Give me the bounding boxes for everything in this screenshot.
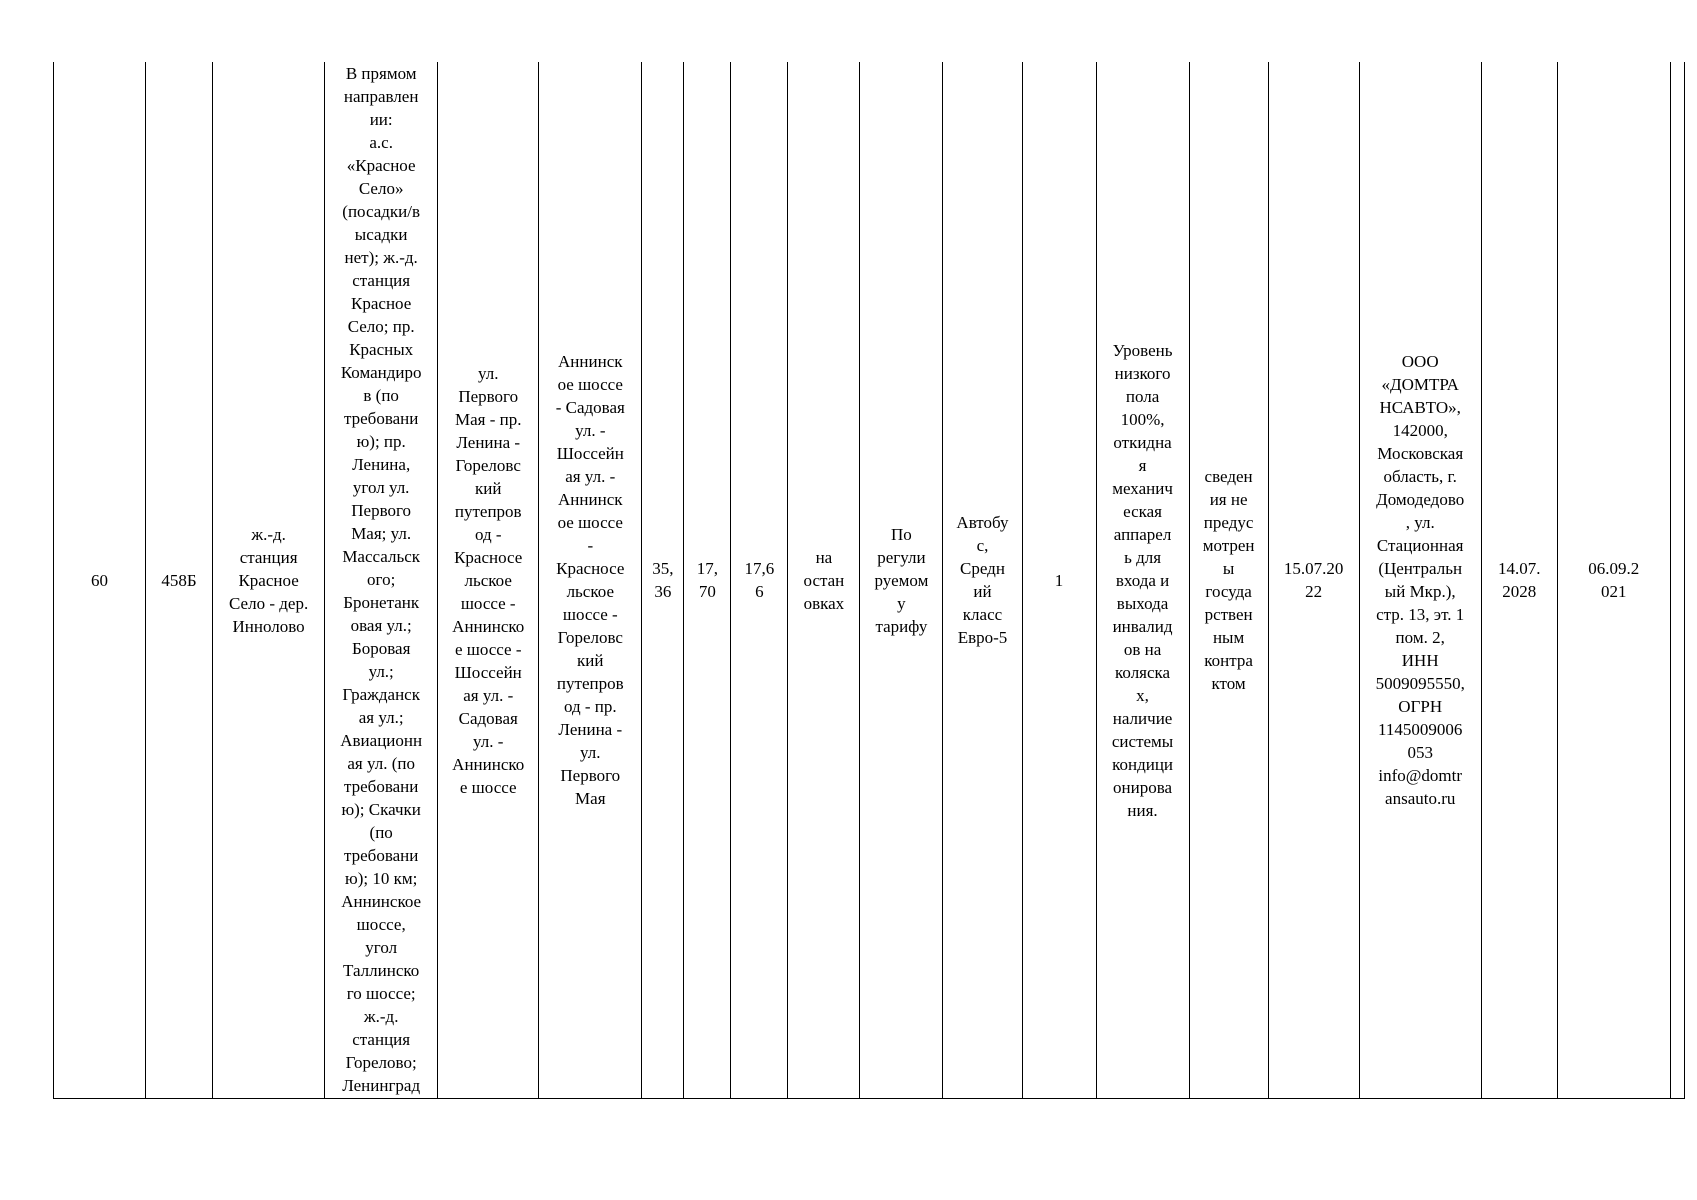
vehicle-count: 1	[1054, 570, 1064, 590]
length-forward-cell	[642, 62, 684, 1099]
tariff-cell	[860, 62, 943, 1099]
streets-forward: ул. Первого Мая - пр. Ленина - Гореловс кий путепров од - Красносе льское шоссе - Аннинско е шоссе - Шоссейн ая ул. - Садовая ул. - Аннинско е шоссе	[452, 363, 525, 797]
change-date: 06.09.2 021	[1588, 559, 1640, 601]
length-backward: 17, 70	[696, 559, 718, 601]
length-third-cell	[731, 62, 788, 1099]
vehicle: Автобу с, Средн ий класс Евро-5	[956, 513, 1009, 647]
streets-backward-cell	[539, 62, 642, 1099]
route-name: ж.-д. станция Красное Село - дер. Иннолово	[229, 524, 309, 636]
change-date-cell	[1557, 62, 1670, 1099]
carrier: ООО «ДОМТРА НСАВТО», 142000, Московская область, г. Домодедово , ул. Стационная (Центральн ый Мкр.), стр. 13, эт. 1 пом. 2, ИНН 5009095550, ОГРН 1145009006 053 info@domtr ansauto.ru	[1375, 352, 1465, 808]
contract-info: сведен ия не предус мотрен ы госуда рствен ным контра ктом	[1202, 467, 1255, 693]
length-backward-cell	[684, 62, 731, 1099]
vehicle-features: Уровень низкого пола 100%, откидна я механич еская аппарел ь для входа и выхода инвалид ов на коляска х, наличие системы кондици онирова ния.	[1111, 340, 1174, 820]
table-row	[54, 62, 1685, 1099]
stop-order-cell	[788, 62, 860, 1099]
streets-backward: Аннинск ое шоссе - Садовая ул. - Шоссейн ая ул. - Аннинск ое шоссе - Красносе льское шоссе - Гореловс кий путепров од - пр. Ленина - ул. Первого Мая	[555, 352, 625, 808]
reg-number-cell	[54, 62, 146, 1099]
start-date: 15.07.20 22	[1283, 559, 1344, 601]
route-name-cell	[213, 62, 325, 1099]
streets-forward-cell	[438, 62, 539, 1099]
route-number: 458Б	[161, 570, 197, 590]
stops-forward-cell	[325, 62, 438, 1099]
stops-forward: В прямом направлен ии: а.с. «Красное Село» (посадки/в ысадки нет); ж.-д. станция Красное Село; пр. Красных Командиро в (по требовани ю); пр. Ленина, угол ул. Первого Мая; ул. Массальск ого; Бронетанк овая ул.; Боровая ул.; Гражданск ая ул.; Авиационн ая ул. (по требовани ю); Скачки (по требовани ю); 10 км; Аннинское шоссе, угол Таллинско го шоссе; ж.-д. станция Горелово; Ленинград	[340, 64, 423, 1095]
note-cell	[1670, 62, 1684, 1099]
carrier-cell	[1359, 62, 1481, 1099]
route-register-table	[53, 62, 1685, 1099]
start-date-cell	[1268, 62, 1359, 1099]
tariff: По регули руемом у тарифу	[874, 524, 929, 636]
vehicle-cell	[943, 62, 1022, 1099]
end-date: 14.07. 2028	[1498, 559, 1541, 601]
route-number-cell	[146, 62, 213, 1099]
length-third: 17,6 6	[744, 559, 775, 601]
length-forward: 35, 36	[652, 559, 674, 601]
stop-order: на остан овках	[803, 547, 845, 613]
vehicle-features-cell	[1096, 62, 1189, 1099]
contract-info-cell	[1189, 62, 1268, 1099]
vehicle-count-cell	[1022, 62, 1096, 1099]
end-date-cell	[1481, 62, 1557, 1099]
reg-number: 60	[91, 570, 109, 590]
